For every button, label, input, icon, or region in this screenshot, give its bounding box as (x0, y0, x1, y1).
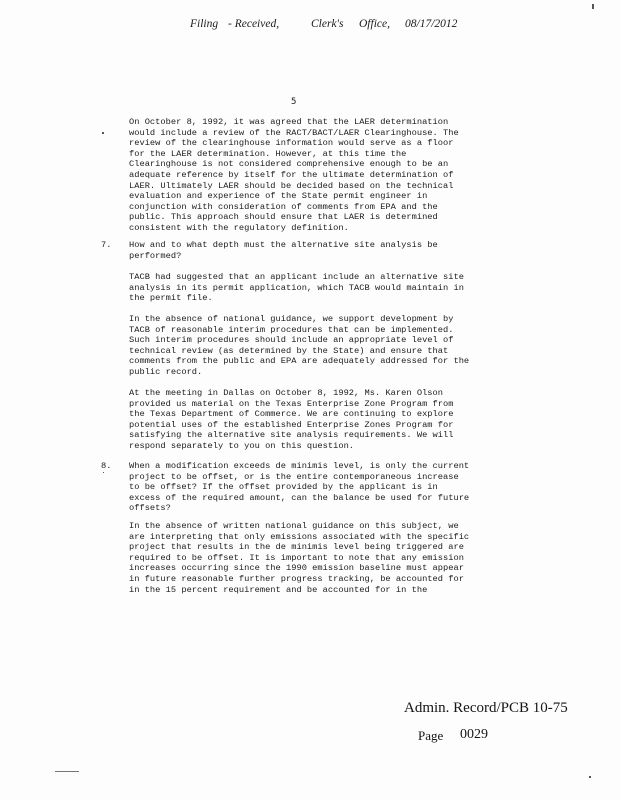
scan-speck (592, 4, 594, 9)
page-label: Page (418, 728, 444, 743)
scan-speck (102, 132, 104, 134)
scan-speck (589, 776, 591, 778)
header-office: Office, (359, 18, 390, 30)
scan-mark (55, 771, 79, 772)
question-8-number: 8. (101, 461, 112, 471)
paragraph-tacb-suggestion: TACB had suggested that an applicant include an alternative site analysis in its permit application, which TACB would maintain in the permit file. (129, 272, 464, 304)
header-filing: Filing (190, 18, 219, 30)
paragraph-dallas-meeting: At the meeting in Dallas on October 8, 1992, Ms. Karen Olson provided us material on the Texas Enterprise Zone Program from the Texas Department of Commerce. We are continuing to explore potential uses of the established Enterprise Zones Program for satisfying the alternative site analysis requirements. We will respond separately to you on this question. (129, 388, 454, 451)
admin-record-stamp: Admin. Record/PCB 10-75 (404, 700, 568, 716)
header-clerks: Clerk's (311, 18, 344, 30)
page-value: 0029 (460, 727, 488, 742)
question-8: When a modification exceeds de minimis level, is only the current project to be offset, or is the entire contemporaneous increase to be offset? If the offset provided by the applicant is in excess of the required amount, can the balance be used for future offsets? (129, 461, 470, 514)
question-7-number: 7. (101, 240, 112, 250)
page-number: 5 (291, 97, 297, 107)
filing-header (0, 18, 621, 102)
paragraph-offset-interpretation: In the absence of written national guidance on this subject, we are interpreting that only emissions associated with the specific project that results in the de minimis level being triggered are required to be offset. It is important to note that any emission increases occurring since the 1990 emission baseline must appear in future reasonable further progress tracking, be accounted for in the 15 percent requirement and be accounted for in the (129, 521, 470, 595)
paragraph-laer: On October 8, 1992, it was agreed that the LAER determination would include a review of the RACT/BACT/LAER Clearinghouse. The review of the clearinghouse information would serve as a floor for the LAER determination. However, at this time the Clearinghouse is not considered comprehensive enough to be an adequate reference by itself for the ultimate determination of LAER. Ultimately LAER should be decided based on the technical evaluation and experience of the State permit engineer in conjunction with consideration of comments from EPA and the public. This approach should ensure that LAER is determined consistent with the regulatory definition. (129, 117, 459, 233)
header-date: 08/17/2012 (405, 18, 458, 30)
question-7: How and to what depth must the alternative site analysis be performed? (129, 240, 438, 261)
paragraph-interim-procedures: In the absence of national guidance, we support development by TACB of reasonable interim procedures that can be implemented. Such interim procedures should include an appropriate level of technical review (as determined by the State) and ensure that comments from the public and EPA are adequately addressed for the public record. (129, 314, 470, 377)
header-received: - Received, (228, 18, 280, 30)
scan-speck (103, 472, 104, 473)
